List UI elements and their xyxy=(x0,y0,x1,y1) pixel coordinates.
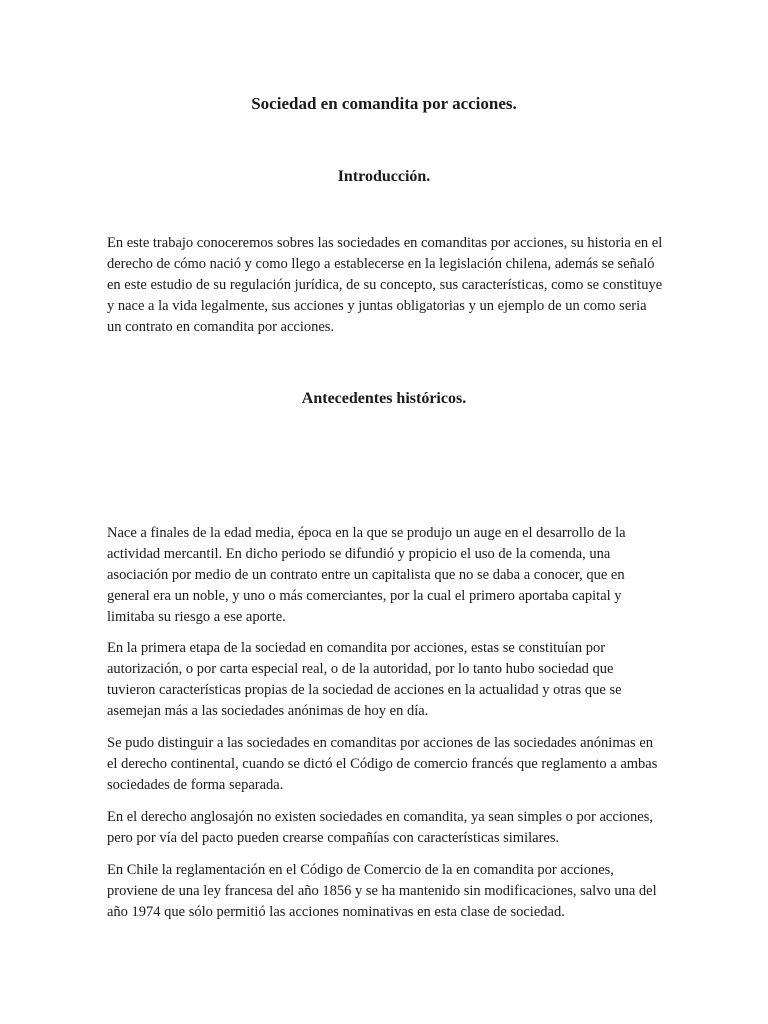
intro-paragraph: En este trabajo conoceremos sobres las sociedades en comanditas por acciones, su historia en el derecho de cómo nació y como llego a establecerse en la legislación chilena, además se señaló en este estudio de su regulación jurídica, de su concepto, sus características, como se constituye y nace a la vida legalmente, sus acciones y juntas obligatorias y un ejemplo de un como seria un contrato en comandita por acciones. xyxy=(107,235,663,335)
history-paragraph: En Chile la reglamentación en el Código de Comercio de la en comandita por acciones, proviene de una ley francesa del año 1856 y se ha mantenido sin modificaciones, salvo una del año 1974 que sólo permitió las acciones nominativas en esta clase de sociedad. xyxy=(107,862,657,920)
history-paragraph: En la primera etapa de la sociedad en comandita por acciones, estas se constituían por autorización, o por carta especial real, o de la autoridad, por lo tanto hubo sociedad que tuvieron características propias de la sociedad de acciones en la actualidad y otras que se asemejan más a las sociedades anónimas de hoy en día. xyxy=(107,640,622,719)
history-paragraph: Se pudo distinguir a las sociedades en comanditas por acciones de las sociedades anónimas en el derecho continental, cuando se dictó el Código de comercio francés que reglamento a ambas sociedades de forma separada. xyxy=(107,735,658,793)
history-heading: Antecedentes históricos. xyxy=(301,390,467,407)
document-title: Sociedad en comandita por acciones. xyxy=(251,94,517,113)
intro-heading: Introducción. xyxy=(337,168,431,185)
history-paragraph: Nace a finales de la edad media, época en la que se produjo un auge en el desarrollo de la actividad mercantil. En dicho periodo se difundió y propicio el uso de la comenda, una asociación por medio de un contrato entre un capitalista que no se daba a conocer, que en general era un noble, y uno o más comerciantes, por la cual el primero aportaba capital y limitaba su riesgo a ese aporte. xyxy=(107,525,626,625)
history-paragraph: En el derecho anglosajón no existen sociedades en comandita, ya sean simples o por acciones, pero por vía del pacto pueden crearse compañías con características similares. xyxy=(107,809,653,846)
